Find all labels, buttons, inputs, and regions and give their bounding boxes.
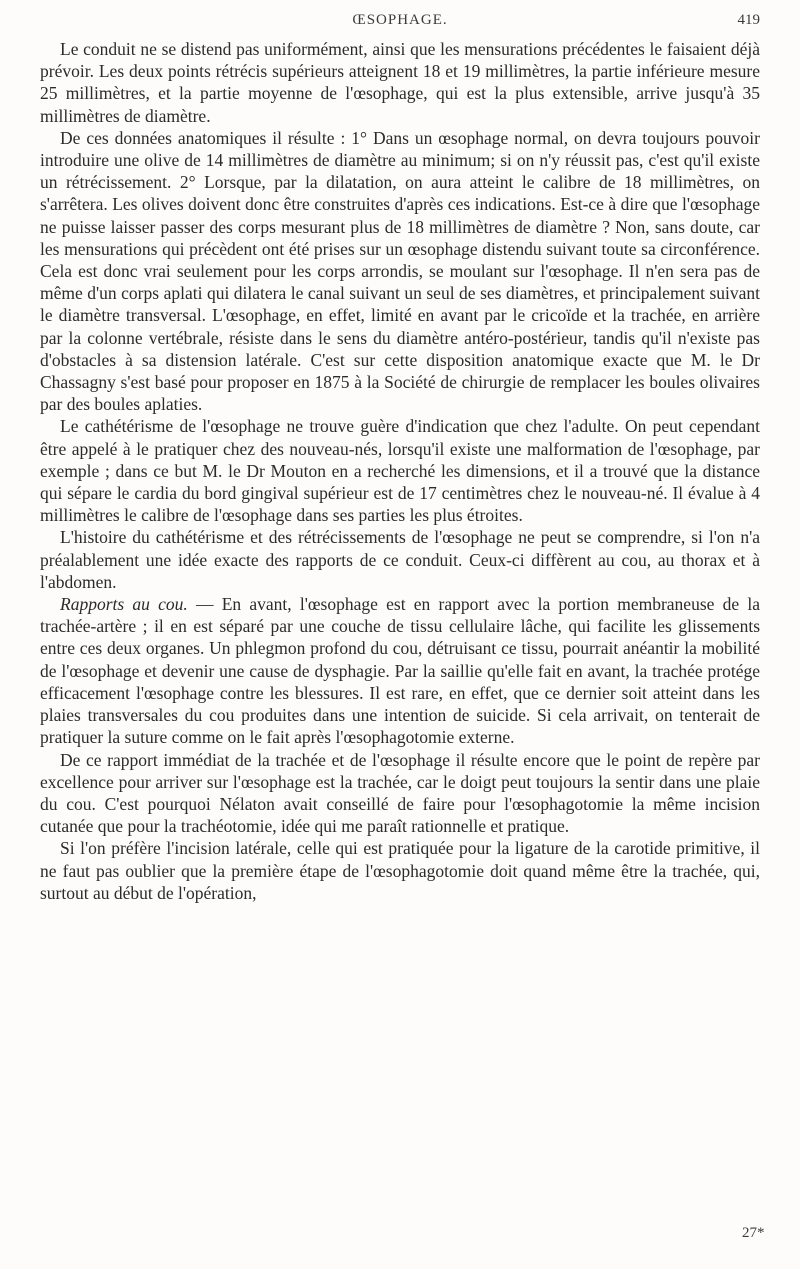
- paragraph-catheterism: [40, 415, 760, 526]
- paragraph-text: Le cathétérisme de l'œsophage ne trouve guère d'indication que chez l'adulte. On peut cependant être appelé à le pratiquer chez des nouveau-nés, lorsqu'il existe une malformation de l'œsophage, par exemple ; dans ce but M. le Dr Mouton en a recherché les dimensions, et il a trouvé que la distance qui sépare le cardia du bord gingival supérieur est de 17 centimètres chez le nouveau-né. Il évalue à 4 millimètres le calibre de l'œsophage dans ses parties les plus étroites.: [40, 416, 760, 526]
- paragraph-text: Si l'on préfère l'incision latérale, celle qui est pratiquée pour la ligature de la carotide primitive, il ne faut pas oublier que la première étape de l'œsophagotomie doit quand même être la trachée, qui, surtout au début de l'opération,: [40, 838, 760, 903]
- paragraph-dilatation: [40, 38, 760, 127]
- paragraph-text: L'histoire du cathétérisme et des rétrécissements de l'œsophage ne peut se comprendre, si l'on n'a préalablement une idée exacte des rapports de ce conduit. Ceux-ci diffèrent au cou, au thorax et à l'abdomen.: [40, 527, 760, 592]
- body-text: [40, 38, 760, 904]
- page-number: 419: [737, 12, 760, 28]
- paragraph-history: [40, 526, 760, 593]
- paragraph-text: — En avant, l'œsophage est en rapport avec la portion membraneuse de la trachée-artère ; il en est séparé par une couche de tissu cellulaire lâche, qui facilite les glissements entre ces deux organes. Un phlegmon profond du cou, détruisant ce tissu, pourrait anéantir la mobilité de l'œsophage et devenir une cause de dysphagie. Par la saillie qu'elle fait en avant, la trachée protége efficacement l'œsophage contre les blessures. Il est rare, en effet, que ce dernier soit atteint dans les plaies transversales du cou produites dans une intention de suicide. Si cela arrivait, on tenterait de pratiquer la suture comme on le fait après l'œsophagotomie externe.: [40, 594, 760, 748]
- running-head: [40, 12, 760, 38]
- paragraph-lateral-incision: [40, 837, 760, 904]
- paragraph-text: De ces données anatomiques il résulte : 1° Dans un œsophage normal, on devra toujours pouvoir introduire une olive de 14 millimètres de diamètre au minimum; si on n'y réussit pas, c'est qu'il existe un rétrécissement. 2° Lorsque, par la dilatation, on aura atteint le calibre de 18 millimètres, on s'arrêtera. Les olives doivent donc être construites d'après ces indications. Est-ce à dire que l'œsophage ne puisse laisser passer des corps mesurant plus de 18 millimètres de diamètre ? Non, sans doute, car les mensurations qui précèdent ont été prises sur un œsophage distendu suivant toute sa circonférence. Cela est donc vrai seulement pour les corps arrondis, se moulant sur l'œsophage. Il n'en sera pas de même d'un corps aplati qui dilatera le canal suivant un seul de ses diamètres, et principalement suivant le diamètre transversal. L'œsophage, en effet, limité en avant par le cricoïde et la trachée, en arrière par la colonne vertébrale, résiste dans le sens du diamètre antéro-postérieur, tandis qu'il n'existe pas d'obstacles à sa distension latérale. C'est sur cette disposition anatomique exacte que M. le Dr Chassagny s'est basé pour proposer en 1875 à la Société de chirurgie de remplacer les boules olivaires par des boules aplaties.: [40, 127, 760, 415]
- paragraph-text: De ce rapport immédiat de la trachée et de l'œsophage il résulte encore que le point de repère par excellence pour arriver sur l'œsophage est la trachée, car le doigt peut toujours la sentir dans une plaie du cou. C'est pourquoi Nélaton avait conseillé de faire pour l'œsophagotomie la même incision cutanée que pour la trachéotomie, idée qui me paraît rationnelle et pratique.: [40, 749, 760, 837]
- section-lead: Rapports au cou.: [60, 594, 188, 615]
- sheet-signature: 27*: [742, 1225, 765, 1241]
- paragraph-neck-relations: [40, 593, 760, 748]
- paragraph-anatomical-data: [40, 127, 760, 416]
- running-title: ŒSOPHAGE.: [352, 12, 448, 28]
- paragraph-text: Le conduit ne se distend pas uniformément, ainsi que les mensurations précédentes le faisaient déjà prévoir. Les deux points rétrécis supérieurs atteignent 18 et 19 millimètres, la partie inférieure mesure 25 millimètres, et la partie moyenne de l'œsophage, qui est la plus extensible, arrive jusqu'à 35 millimètres de diamètre.: [40, 39, 760, 126]
- paragraph-landmark: [40, 749, 760, 838]
